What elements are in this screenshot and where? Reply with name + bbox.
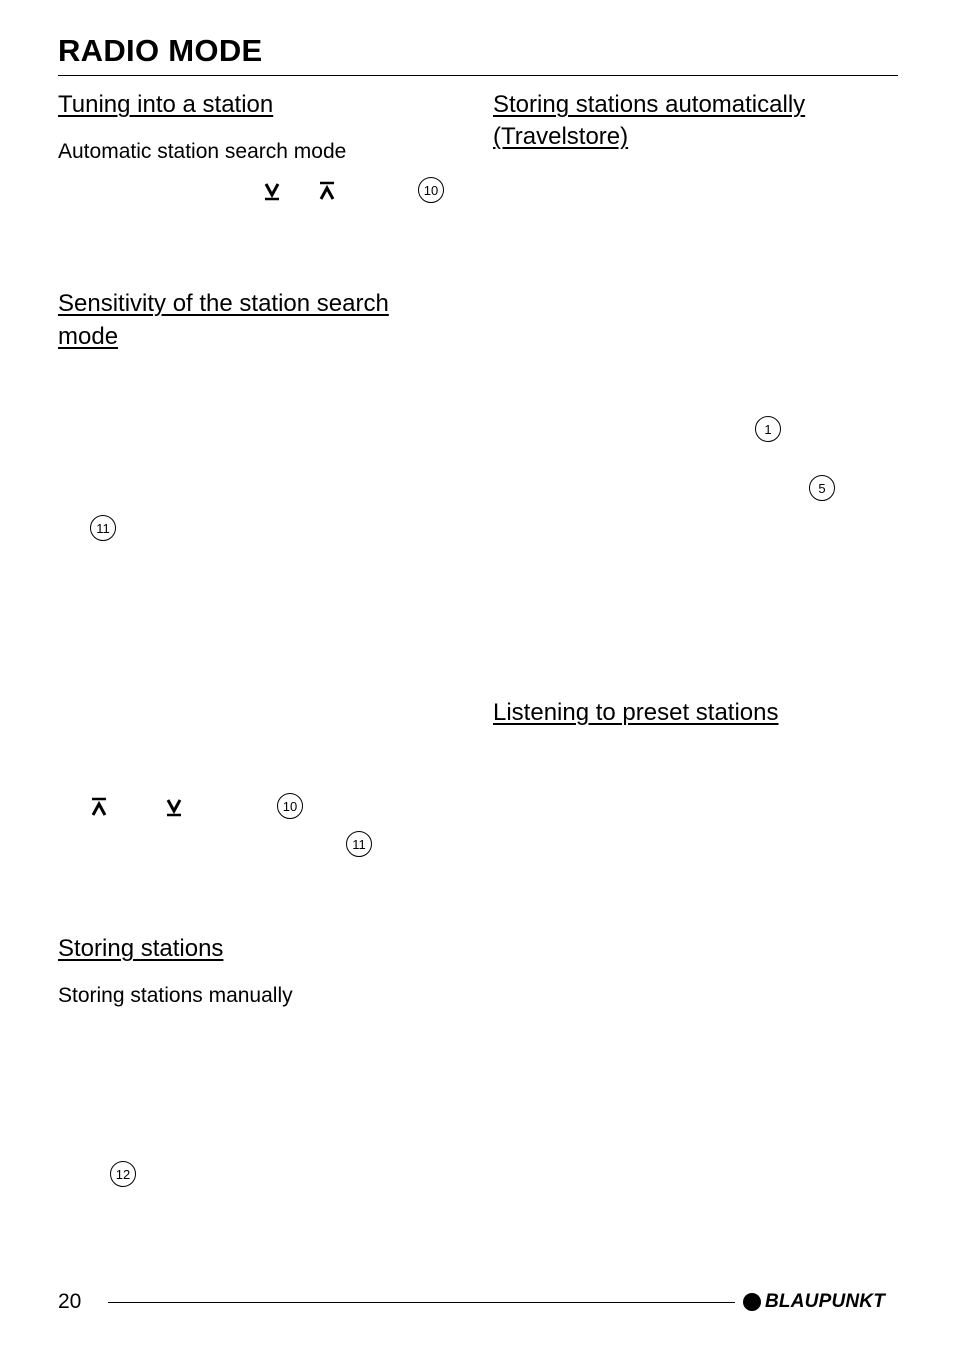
callout-10: 10: [277, 793, 303, 819]
heading-tuning-into-a-station: Tuning into a station: [58, 91, 274, 118]
page-number: 20: [58, 1290, 82, 1313]
callout-11: 11: [346, 831, 372, 857]
callout-1: 1: [755, 416, 781, 442]
callout-11: 11: [90, 515, 116, 541]
down-arrow-key-icon: [263, 181, 281, 201]
callout-5: 5: [809, 475, 835, 501]
brand-dot-icon: [743, 1293, 761, 1311]
up-arrow-key-icon: [318, 181, 336, 201]
brand-logo: [743, 1290, 885, 1314]
subheading-storing-manually: Storing stations manually: [58, 984, 293, 1007]
heading-travelstore-line1: Storing stations automatically: [493, 91, 806, 118]
down-arrow-key-icon: [165, 797, 183, 817]
heading-listening-preset: Listening to preset stations: [493, 699, 779, 726]
heading-storing-stations: Storing stations: [58, 935, 224, 962]
up-arrow-key-icon: [90, 797, 108, 817]
heading-travelstore-line2: (Travelstore): [493, 123, 629, 150]
page-title: RADIO MODE: [58, 33, 263, 68]
title-divider: [58, 75, 898, 76]
footer-divider: [108, 1302, 735, 1303]
brand-name: BLAUPUNKT: [765, 1291, 886, 1312]
subheading-automatic-station-search: Automatic station search mode: [58, 140, 347, 163]
heading-sensitivity-line2: mode: [58, 323, 119, 350]
callout-12: 12: [110, 1161, 136, 1187]
heading-sensitivity-line1: Sensitivity of the station search: [58, 290, 389, 317]
callout-10: 10: [418, 177, 444, 203]
